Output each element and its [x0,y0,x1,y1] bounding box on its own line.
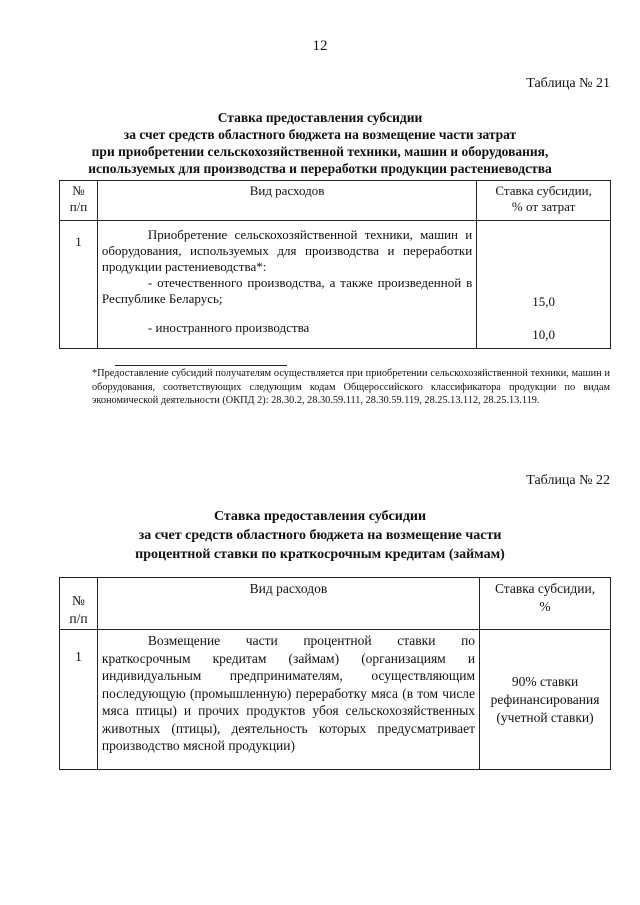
table-21-label: Таблица № 21 [526,76,610,91]
title-line: используемых для производства и переработки продукции растениеводства [88,161,552,176]
title-line: за счет средств областного бюджета на возмещение части затрат [123,127,517,142]
row-num: 1 [60,630,98,770]
title-line: Ставка предоставления субсидии [213,509,427,524]
header-num: № п/п [60,181,98,221]
header-type: Вид расходов [97,181,476,221]
row-rate [480,630,611,770]
row-description [97,630,479,770]
header-rate: Ставка субсидии, % [480,578,611,630]
description-text: Возмещение части процентной ставки по краткосрочным кредитам (займам) (организациям и индивидуальным предпринимателям, осуществляющим последующую (промышленную) переработку мяса (в том числе мяса птицы) и прочих продуктов убоя сельскохозяйственных животных (птицы), деятельность которых предусматривает производство мясной продукции) [101,633,476,753]
header-rate: Ставка субсидии, % от затрат [477,181,611,221]
title-line: Ставка предоставления субсидии [217,110,423,125]
rate-foreign: 10,0 [532,327,555,342]
table-21 [59,180,611,349]
table-22 [59,577,611,770]
row-description [97,221,476,349]
page-number: 12 [312,38,328,54]
header-num: № п/п [60,578,98,630]
footnote-divider [115,365,287,366]
row-num: 1 [60,221,98,349]
item-foreign: - иностранного производства [147,320,310,335]
rate-line: (учетной ставки) [496,709,594,725]
rate-domestic: 15,0 [532,294,555,309]
rate-line: 90% ставки [511,673,579,689]
title-line: процентной ставки по краткосрочным кредитам (займам) [135,547,505,562]
table-22-title [0,507,640,564]
footnote: *Предоставление субсидий получателям осуществляется при приобретении сельскохозяйственной техники, машин и оборудования, соответствующих следующим кодам Общероссийского классификатора продукции по видам экономической деятельности (ОКПД 2): 28.30.2, 28.30.59.111, 28.30.59.119, 28.25.13.112, 28.25.13.119. [92,368,610,406]
title-line: за счет средств областного бюджета на возмещение части [138,528,502,543]
row-rate [477,221,611,349]
item-domestic: - отечественного производства, а также произведенной в Республике Беларусь; [101,275,473,306]
header-type: Вид расходов [97,578,479,630]
title-line: при приобретении сельскохозяйственной техники, машин и оборудования, [91,144,549,159]
description-text: Приобретение сельскохозяйственной техники, машин и оборудования, используемых для производства и переработки продукции растениеводства*: [101,227,473,274]
table-22-label: Таблица № 22 [526,473,610,488]
table-21-title [0,109,640,177]
rate-line: рефинансирования [490,691,600,707]
